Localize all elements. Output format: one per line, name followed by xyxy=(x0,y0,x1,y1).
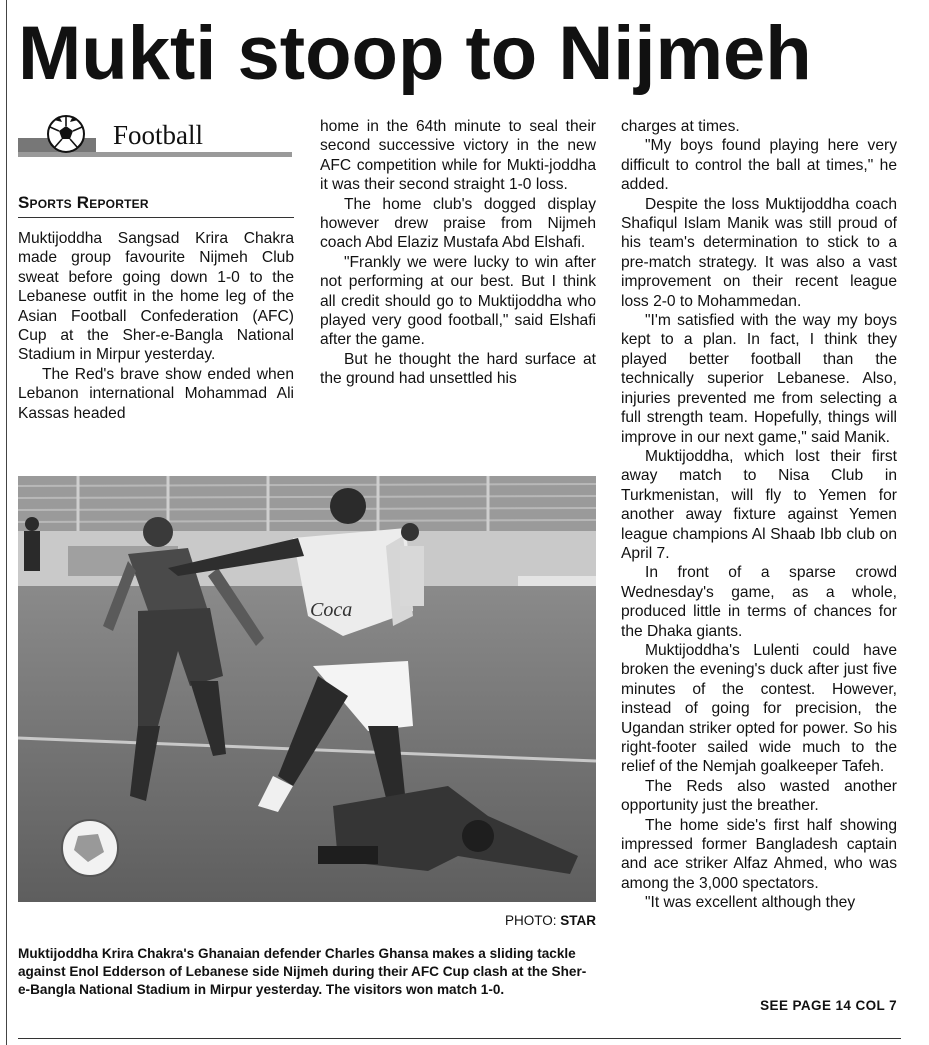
byline: Sports Reporter xyxy=(18,193,149,212)
paragraph: The Red's brave show ended when Lebanon international Mohammad Ali Kassas headed xyxy=(18,365,294,422)
paragraph: The home club's dogged display however drew praise from Nijmeh coach Abd Elaziz Mustafa Abd Elshafi. xyxy=(320,195,596,252)
paragraph: Muktijoddha's Lulenti could have broken the evening's duck after just five minutes of the contest. However, instead of going for precision, the Ugandan striker opted for power. So his right-footer sailed wide much to the relief of the Nemjah goalkeeper Tafeh. xyxy=(621,641,897,776)
photo-caption: Muktijoddha Krira Chakra's Ghanaian defender Charles Ghansa makes a sliding tackle against Enol Edderson of Lebanese side Nijmeh during their AFC Cup clash at the Sher-e-Bangla National Stadium in Mirpur yesterday. The visitors won match 1-0. xyxy=(18,946,587,997)
paragraph: "My boys found playing here very difficult to control the ball at times," he added. xyxy=(621,137,897,194)
section-tag xyxy=(18,114,292,158)
paragraph: "It was excellent although they xyxy=(645,894,856,912)
paragraph: Muktijoddha, which lost their first away match to Nisa Club in Turkmenistan, will fly to Yemen for another away fixture against Yemen league champions Al Shaab Ibb club on April 7. xyxy=(621,447,897,562)
paragraph: "I'm satisfied with the way my boys kept to a plan. In fact, I think they played better football than the technically superior Lebanese. Also, injuries prevented me from selecting a full strength team. Hopefully, things will improve in our next game," said Manik. xyxy=(621,312,897,446)
continued-jump-line: SEE PAGE 14 COL 7 xyxy=(760,998,897,1013)
photo-credit xyxy=(18,913,596,929)
left-column-rule xyxy=(6,0,7,1045)
paragraph: Muktijoddha Sangsad Krira Chakra made group favourite Nijmeh Club sweat before going down 1-0 to the Lebanese outfit in the home leg of the Asian Football Confederation (AFC) Cup at the Sher-e-Bangla National Stadium in Mirpur yesterday. xyxy=(18,230,294,364)
article-column-2 xyxy=(320,117,596,389)
paragraph: home in the 64th minute to seal their second successive victory in the new AFC competition while for Mukti-joddha it was their second straight 1-0 loss. xyxy=(320,118,596,194)
paragraph: In front of a sparse crowd Wednesday's game, as a whole, produced little in terms of chances for the Dhaka giants. xyxy=(621,564,897,640)
section-label: Football xyxy=(113,120,204,150)
match-photo xyxy=(18,476,596,902)
headline: Mukti stoop to Nijmeh xyxy=(18,11,812,96)
photo-credit-source: STAR xyxy=(560,913,596,928)
bottom-rule xyxy=(18,1038,901,1039)
paragraph: Despite the loss Muktijoddha coach Shafiqul Islam Manik was still proud of his team's determination to stick to a pre-match strategy. It was also a vast improvement on their recent league loss 2-0 to Mohammedan. xyxy=(621,195,897,310)
paragraph: "Frankly we were lucky to win after not performing at our best. But I think all credit should go to Muktijoddha who played very good football," said Elshafi after the game. xyxy=(320,253,596,349)
paragraph: The home side's first half showing impressed former Bangladesh captain and ace striker Alfaz Ahmed, who was among the 3,000 spectators. xyxy=(621,816,897,892)
football-icon xyxy=(32,114,96,154)
paragraph: The Reds also wasted another opportunity just the breather. xyxy=(621,777,897,815)
article-column-1 xyxy=(18,229,294,423)
byline-rule xyxy=(18,217,294,218)
paragraph: But he thought the hard surface at the ground had unsettled his xyxy=(320,350,596,388)
article-column-3 xyxy=(621,117,897,913)
photo-credit-prefix: PHOTO: xyxy=(504,913,561,928)
paragraph: charges at times. xyxy=(621,118,740,135)
jersey-sponsor-text: Coca xyxy=(310,599,353,621)
